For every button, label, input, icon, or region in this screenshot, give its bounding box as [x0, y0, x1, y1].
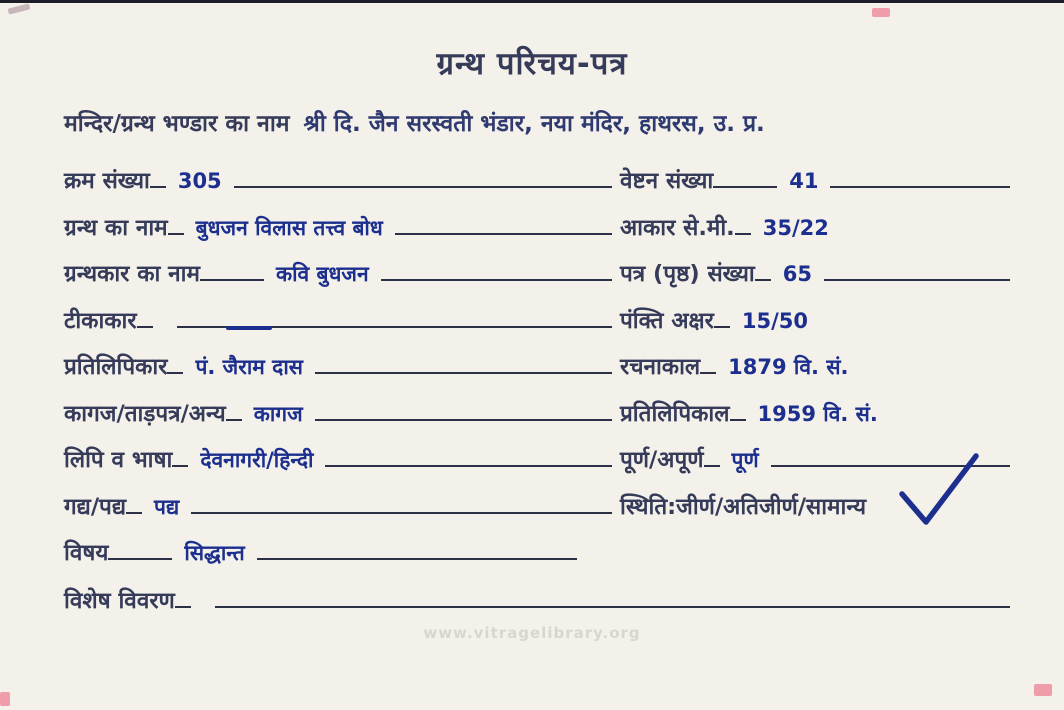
rule-line-hidden — [820, 323, 1010, 328]
field-row-script-language — [64, 431, 612, 478]
rule-line — [771, 460, 1010, 467]
page-title: ग्रन्थ परिचय-पत्र — [436, 46, 628, 82]
rule-line-hidden — [861, 369, 1010, 374]
field-label: गद्य/पद्य — [64, 493, 127, 520]
fields-area — [64, 152, 1010, 524]
field-value: कवि बुधजन — [275, 262, 369, 286]
field-row-size-cm — [620, 199, 1010, 246]
field-label: पत्र (पृष्ठ) संख्या — [620, 261, 755, 287]
field-label: विषय — [64, 540, 109, 566]
rule-line — [381, 274, 612, 281]
field-value: पं. जैराम दास — [195, 355, 303, 379]
field-value: 1879 वि. सं. — [728, 355, 849, 379]
rule-segment — [137, 321, 153, 328]
rule-segment — [730, 414, 746, 421]
rule-segment — [713, 181, 777, 188]
rule-line — [395, 228, 612, 235]
scan-edge-line — [0, 0, 1064, 3]
rule-line-hidden — [841, 230, 1010, 235]
field-value: देवनागरी/हिन्दी — [200, 448, 314, 472]
field-label: विशेष विवरण — [64, 588, 175, 614]
field-value: 15/50 — [741, 308, 808, 333]
field-label: टीकाकार — [64, 307, 137, 334]
field-value: पूर्ण — [731, 448, 759, 472]
field-row-subject — [64, 524, 1010, 572]
field-label: क्रम संख्या — [64, 168, 150, 194]
bhandar-name-value: श्री दि. जैन सरस्वती भंडार, नया मंदिर, हाथरस, उ. प्र. — [303, 111, 765, 137]
corner-smudge-bottom-right — [1034, 684, 1052, 696]
field-value: कागज — [253, 401, 303, 426]
field-value: 65 — [782, 262, 812, 286]
field-value: 41 — [789, 169, 819, 193]
field-label: पूर्ण/अपूर्ण — [620, 447, 704, 473]
field-label: कागज/ताड़पत्र/अन्य — [64, 400, 226, 427]
corner-smudge-top-right — [872, 8, 890, 17]
field-label: लिपि व भाषा — [64, 447, 173, 473]
rule-segment — [700, 367, 716, 374]
pen-dash-mark — [226, 326, 272, 331]
rule-segment — [108, 553, 172, 560]
bottom-fields — [64, 524, 1010, 620]
rule-segment — [167, 367, 183, 374]
rule-line — [325, 460, 612, 467]
rule-segment — [226, 414, 242, 421]
rule-line — [234, 181, 612, 188]
rule-segment — [150, 181, 166, 188]
field-row-special-details — [64, 572, 1010, 620]
rule-line — [824, 274, 1010, 281]
watermark-text: www.vitragelibrary.org — [423, 624, 641, 642]
field-row-copyist — [64, 338, 612, 385]
rule-segment — [126, 507, 142, 514]
corner-smudge-top-left — [8, 3, 31, 14]
field-row-material — [64, 385, 612, 432]
field-row-copy-date — [620, 385, 1010, 432]
rule-segment — [172, 460, 188, 467]
field-row-granth-name — [64, 199, 612, 246]
field-value: 1959 वि. सं. — [757, 401, 878, 426]
rule-segment — [168, 228, 184, 235]
rule-segment — [735, 228, 751, 235]
field-value: 35/22 — [762, 215, 829, 240]
field-label: रचनाकाल — [620, 354, 701, 380]
rule-segment — [175, 601, 191, 608]
right-column — [620, 152, 1010, 524]
field-value: सिद्धान्त — [184, 541, 245, 565]
corner-smudge-bottom-left — [0, 692, 10, 706]
rule-segment — [714, 321, 730, 328]
rule-gap — [577, 555, 1010, 560]
rule-line — [215, 601, 1010, 608]
field-value: 305 — [177, 169, 222, 193]
field-label: आकार से.मी. — [620, 214, 735, 241]
rule-line — [830, 181, 1010, 188]
field-row-serial-number — [64, 152, 612, 199]
field-row-complete-incomplete — [620, 431, 1010, 478]
field-row-bundle-number — [620, 152, 1010, 199]
field-value: बुधजन विलास तत्त्व बोध — [195, 215, 383, 240]
field-row-prose-verse — [64, 478, 612, 525]
rule-line — [191, 507, 612, 514]
left-column — [64, 152, 612, 524]
field-label: प्रतिलिपिकाल — [620, 400, 730, 427]
field-row-commentator — [64, 292, 612, 339]
rule-line-hidden — [890, 416, 1010, 421]
field-row-lines-letters — [620, 292, 1010, 339]
field-row-composition-date — [620, 338, 1010, 385]
field-row-author-name — [64, 245, 612, 292]
bhandar-name-label: मन्दिर/ग्रन्थ भण्डार का नाम — [64, 111, 290, 137]
field-value: पद्य — [154, 494, 180, 519]
field-row-condition — [620, 478, 1010, 525]
rule-segment — [200, 274, 264, 281]
field-label: स्थिति:जीर्ण/अतिजीर्ण/सामान्य — [620, 493, 867, 520]
field-label: ग्रन्थ का नाम — [64, 214, 168, 241]
rule-segment — [704, 460, 720, 467]
field-label: प्रतिलिपिकार — [64, 354, 168, 380]
rule-segment — [755, 274, 771, 281]
field-label: पंक्ति अक्षर — [620, 307, 714, 334]
field-label: ग्रन्थकार का नाम — [64, 261, 200, 287]
rule-line — [257, 553, 577, 560]
rule-line — [315, 367, 612, 374]
bhandar-name-row — [64, 106, 1034, 138]
field-row-leaf-count — [620, 245, 1010, 292]
field-label: वेष्टन संख्या — [620, 168, 714, 194]
rule-line — [315, 414, 612, 421]
